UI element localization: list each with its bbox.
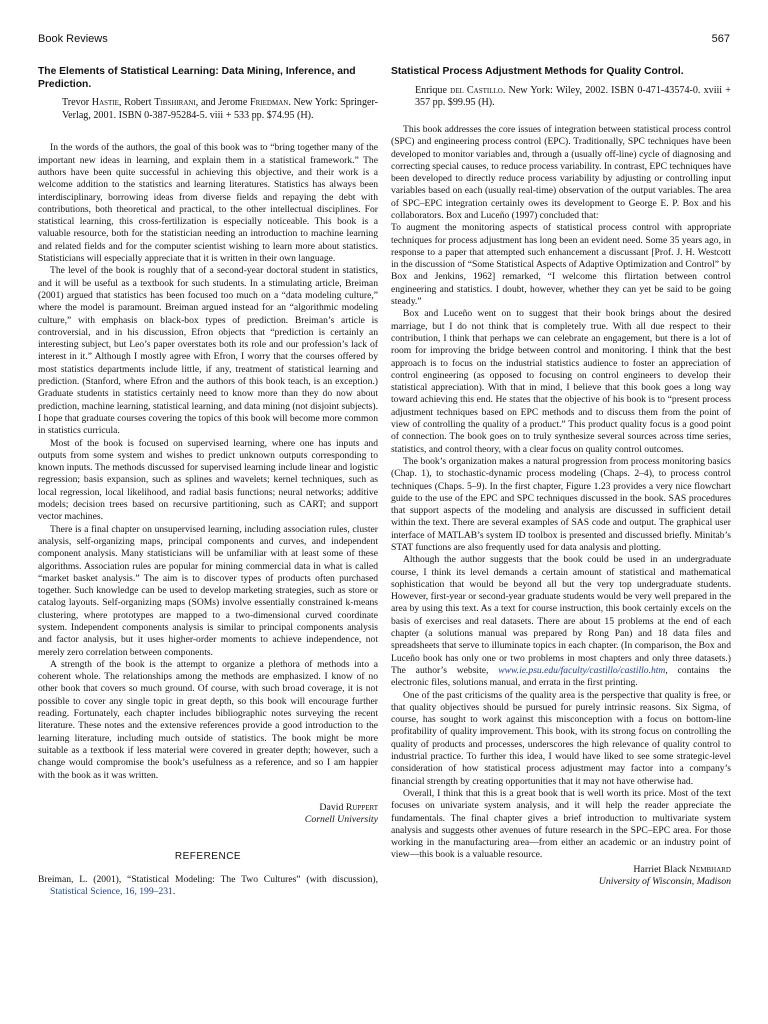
book-citation-left: Trevor Hastie, Robert Tibshirani, and Jerome Friedman. New York: Springer-Verlag, 2001. ISBN 0-387-95284-5. viii + 533 pp. $74.95 (H). [62, 97, 378, 121]
paragraph: The book’s organization makes a natural progression from process monitoring basics (Chap. 1), to stochastic-dynamic process modeling (Chaps. 2–4), to process control techniques (Chaps. 5–9). In the first chapter, Figure 1.23 provides a very nice flowchart guide to the use of the EPC and SPC techniques discussed in the book. SAS procedures that support aspects of the modeling and analysis are discussed in sufficient detail within the text. There are several examples of SAS code and output. The graphical user interface of MATLAB’s system ID toolbox is presented and discussed briefly. Minitab’s STAT functions are also frequently used for data analysis and plotting. [391, 455, 731, 553]
reviewer-signature-left: David Ruppert Cornell University [38, 802, 378, 827]
reviewer-signature-right: Harriet Black Nembhard University of Wisconsin, Madison [391, 864, 731, 889]
paragraph: A strength of the book is the attempt to organize a plethora of methods into a coherent whole. The relationships among the methods are emphasized. I know of no other book that covers so much ground. Of course, with such broad coverage, it is not possible to cover any single topic in great depth, so this book will encourage further reading. Fortunately, each chapter includes bibliographic notes surveying the recent literature. These notes and the extensive references provide a good introduction to the learning literature, including much outside of statistics. The book might be more suitable as a textbook if less material were covered in greater depth; however, such a change would compromise the book’s usefulness as a reference, and so I am happier with the book as it was written. [38, 658, 378, 781]
paragraph: This book addresses the core issues of integration between statistical process control (SPC) and engineering process control (EPC). Traditionally, SPC techniques have been developed to monitor variables and, through a (usually off-line) cycle of diagnosing and correcting special causes, to reduce process variability. In contrast, EPC techniques have been developed to directly reduce process variability by adjusting or controlling input variables based on each (usually real-time) observation of the output variables. The area of SPC–EPC integration certainly owes its development to George E. P. Box and his collaborators. Box and Luceño (1997) concluded that: [391, 123, 731, 221]
website-link[interactable]: www.ie.psu.edu/faculty/castillo/castillo.htm [498, 664, 666, 676]
block-quote: To augment the monitoring aspects of statistical process control with appropriate techniques for process adjustment has long been an evident need. Some 35 years ago, in response to a paper that attempted such enhancement a discussant [Prof. J. H. Westcott in the discussion of “Some Statistical Aspects of Adaptive Optimization and Control” by Box and Jenkins, 1962] remarked, “I welcome this flirtation between control engineering and statistics. I doubt, however, whether they can yet be said to be going steady.” [391, 222, 731, 308]
review-body-left [38, 142, 378, 781]
paragraph: Overall, I think that this is a great book that is well worth its price. Most of the text focuses on univariate system analysis, and it will help the reader appreciate the fundamentals. The final chapter gives a brief introduction to multivariate system analysis and suggests other avenues of future research in the SPC–EPC area. For those working in the manufacturing area—from either an academic or an industry point of view—this book is a valuable resource. [391, 787, 731, 861]
paragraph: One of the past criticisms of the quality area is the perspective that quality is free, or that quality objectives should be pursued for purely intrinsic reasons. Six Sigma, of course, has sought to work against this misconception with a focus on bottom-line profitability of quality improvement. This book, with its strong focus on controlling the quality of products and processes, underscores the high relevance of quality control to industrial practice. To further this idea, I would have liked to see some strategic-level consideration of how statistical process adjustment may factor into a company’s financial strength by creating opportunities that it may not have otherwise had. [391, 689, 731, 787]
reference-heading: REFERENCE [174, 850, 242, 862]
paragraph: Although the author suggests that the book could be used in an undergraduate course, I think its level demands a certain amount of statistical and mathematical sophistication that would be beyond all but the very top undergraduate students. However, first-year or second-year graduate students would be very well prepared in the area by using this text. As a text for course instruction, this book certainly excels on the basis of exercises and real datasets. There are about 15 problems at the end of each chapter (a solutions manual was prepared by Rong Pan) and 18 data files and spreadsheets that serve to illuminate topics in each chapter. (In comparison, the Box and Luceño book has only one or two problems in most chapters and only three datasets.) The author’s website, www.ie.psu.edu/faculty/castillo/castillo.htm, contains the electronic files, solutions manual, and errata in the first printing. [391, 554, 731, 689]
review-title-left: The Elements of Statistical Learning: Data Mining, Inference, and Prediction. [38, 66, 356, 90]
reference-link[interactable]: Statistical Science, 16, 199–231 [50, 886, 173, 898]
section-name: Book Reviews [38, 33, 108, 45]
author-name: Tibshirani [154, 97, 196, 108]
right-column [391, 66, 731, 889]
reviewer-name: Ruppert [345, 801, 378, 813]
reviewer-name: Nembhard [688, 863, 731, 875]
paragraph: Box and Luceño went on to suggest that their book brings about the desired marriage, but I do not think that is completely true. With all due respect to their contribution, I think that perhaps we can celebrate an engagement, but there is a lot of room for improving the bridge between control and monitoring. I think that the best approach is to focus on the industrial statistics audience to foster an appreciation of control engineering (as opposed to focusing on control engineers to develop their statistical appreciation). With that in mind, I believe that this book goes a long way toward achieving this end. He states that the objective of his book is to “present process adjustment techniques based on EPC methods and to discuss them from the point of view of controlling the quality of a product.” This product quality focus is a good point of connection. The book goes on to truly synthesize several sources across time series, statistics, and control theory, with a clear focus on quality control outcomes. [391, 308, 731, 455]
page-number: 567 [711, 33, 730, 45]
paragraph: Most of the book is focused on supervised learning, where one has inputs and outputs from some system and wishes to predict unknown outputs corresponding to known inputs. The methods discussed for supervised learning include linear and logistic regression; basis expansion, such as splines and wavelets; kernel techniques, such as local regression, local likelihood, and radial basis functions; neural networks; additive models; decision trees based on recursive partitioning, such as CART; and support vector machines. [38, 437, 378, 523]
reviewer-affiliation: Cornell University [304, 814, 378, 826]
author-name: Hastie [91, 97, 119, 108]
paragraph: In the words of the authors, the goal of this book was to “bring together many of the important new ideas in learning, and explain them in a statistical framework.” The authors have been quite successful in achieving this objective, and their work is a welcome addition to the statistics and learning literatures. Statistics has always been interdisciplinary, borrowing ideas from diverse fields and repaying the debt with contributions, both theoretical and practical, to the other intellectual disciplines. For statistical learning, this cross-fertilization is especially noticeable. This book is a valuable resource, both for the statistician needing an introduction to machine learning and related fields and for the computer scientist wishing to learn more about statistics. Statisticians will especially appreciate that it is written in their own language. [38, 142, 378, 265]
reference-entry: Breiman, L. (2001), “Statistical Modeling: The Two Cultures” (with discussion), Statistical Science, 16, 199–231. [38, 873, 378, 898]
review-body-right [391, 124, 731, 862]
reviewer-affiliation: University of Wisconsin, Madison [598, 876, 731, 888]
author-name: Friedman [250, 97, 289, 108]
author-name: del Castillo [450, 84, 503, 96]
paragraph: There is a final chapter on unsupervised learning, including association rules, cluster analysis, self-organizing maps, principal components and curves, and independent component analysis. Many statisticians will be unfamiliar with at least some of these algorithms. Association rules are popular for mining commercial data in what is called “market basket analysis.” The aim is to discover types of products often purchased together. Such knowledge can be used to develop marketing strategies, such as store or catalog layouts. Self-organizing maps (SOMs) involve essentially constrained k-means clustering, where prototypes are mapped to a two-dimensional curved coordinate system. Independent components analysis is similar to principal components analysis and factor analysis, but it uses higher-order moments to achieve independence, not merely zero correlation between components. [38, 523, 378, 658]
review-title-right: Statistical Process Adjustment Methods for Quality Control. [391, 66, 684, 77]
paragraph: The level of the book is roughly that of a second-year doctoral student in statistics, and it will be useful as a textbook for such students. In a stimulating article, Breiman (2001) argued that statistics has been focused too much on a “data modeling culture,” where the model is paramount. Breiman argued instead for an “algorithmic modeling culture,” with emphasis on black-box types of prediction. Breiman’s article is controversial, and in his discussion, Efron objects that “prediction is certainly an interesting subject, but Leo’s paper overstates both its role and our profession’s lack of interest in it.” Although I mostly agree with Efron, I worry that the courses offered by most statistics departments include little, if any, treatment of statistical learning and prediction. (Stanford, where Efron and the authors of this book teach, is an exception.) Graduate students in statistics certainly need to know more than they do now about prediction, machine learning, statistical learning, and data mining (not disjoint subjects). I hope that graduate courses covering the topics of this book will become more common in statistics curricula. [38, 265, 378, 437]
book-citation-right: Enrique del Castillo. New York: Wiley, 2002. ISBN 0-471-43574-0. xviii + 357 pp. $99.95 (H). [415, 84, 731, 109]
left-column [38, 66, 378, 898]
page-header [38, 33, 730, 49]
